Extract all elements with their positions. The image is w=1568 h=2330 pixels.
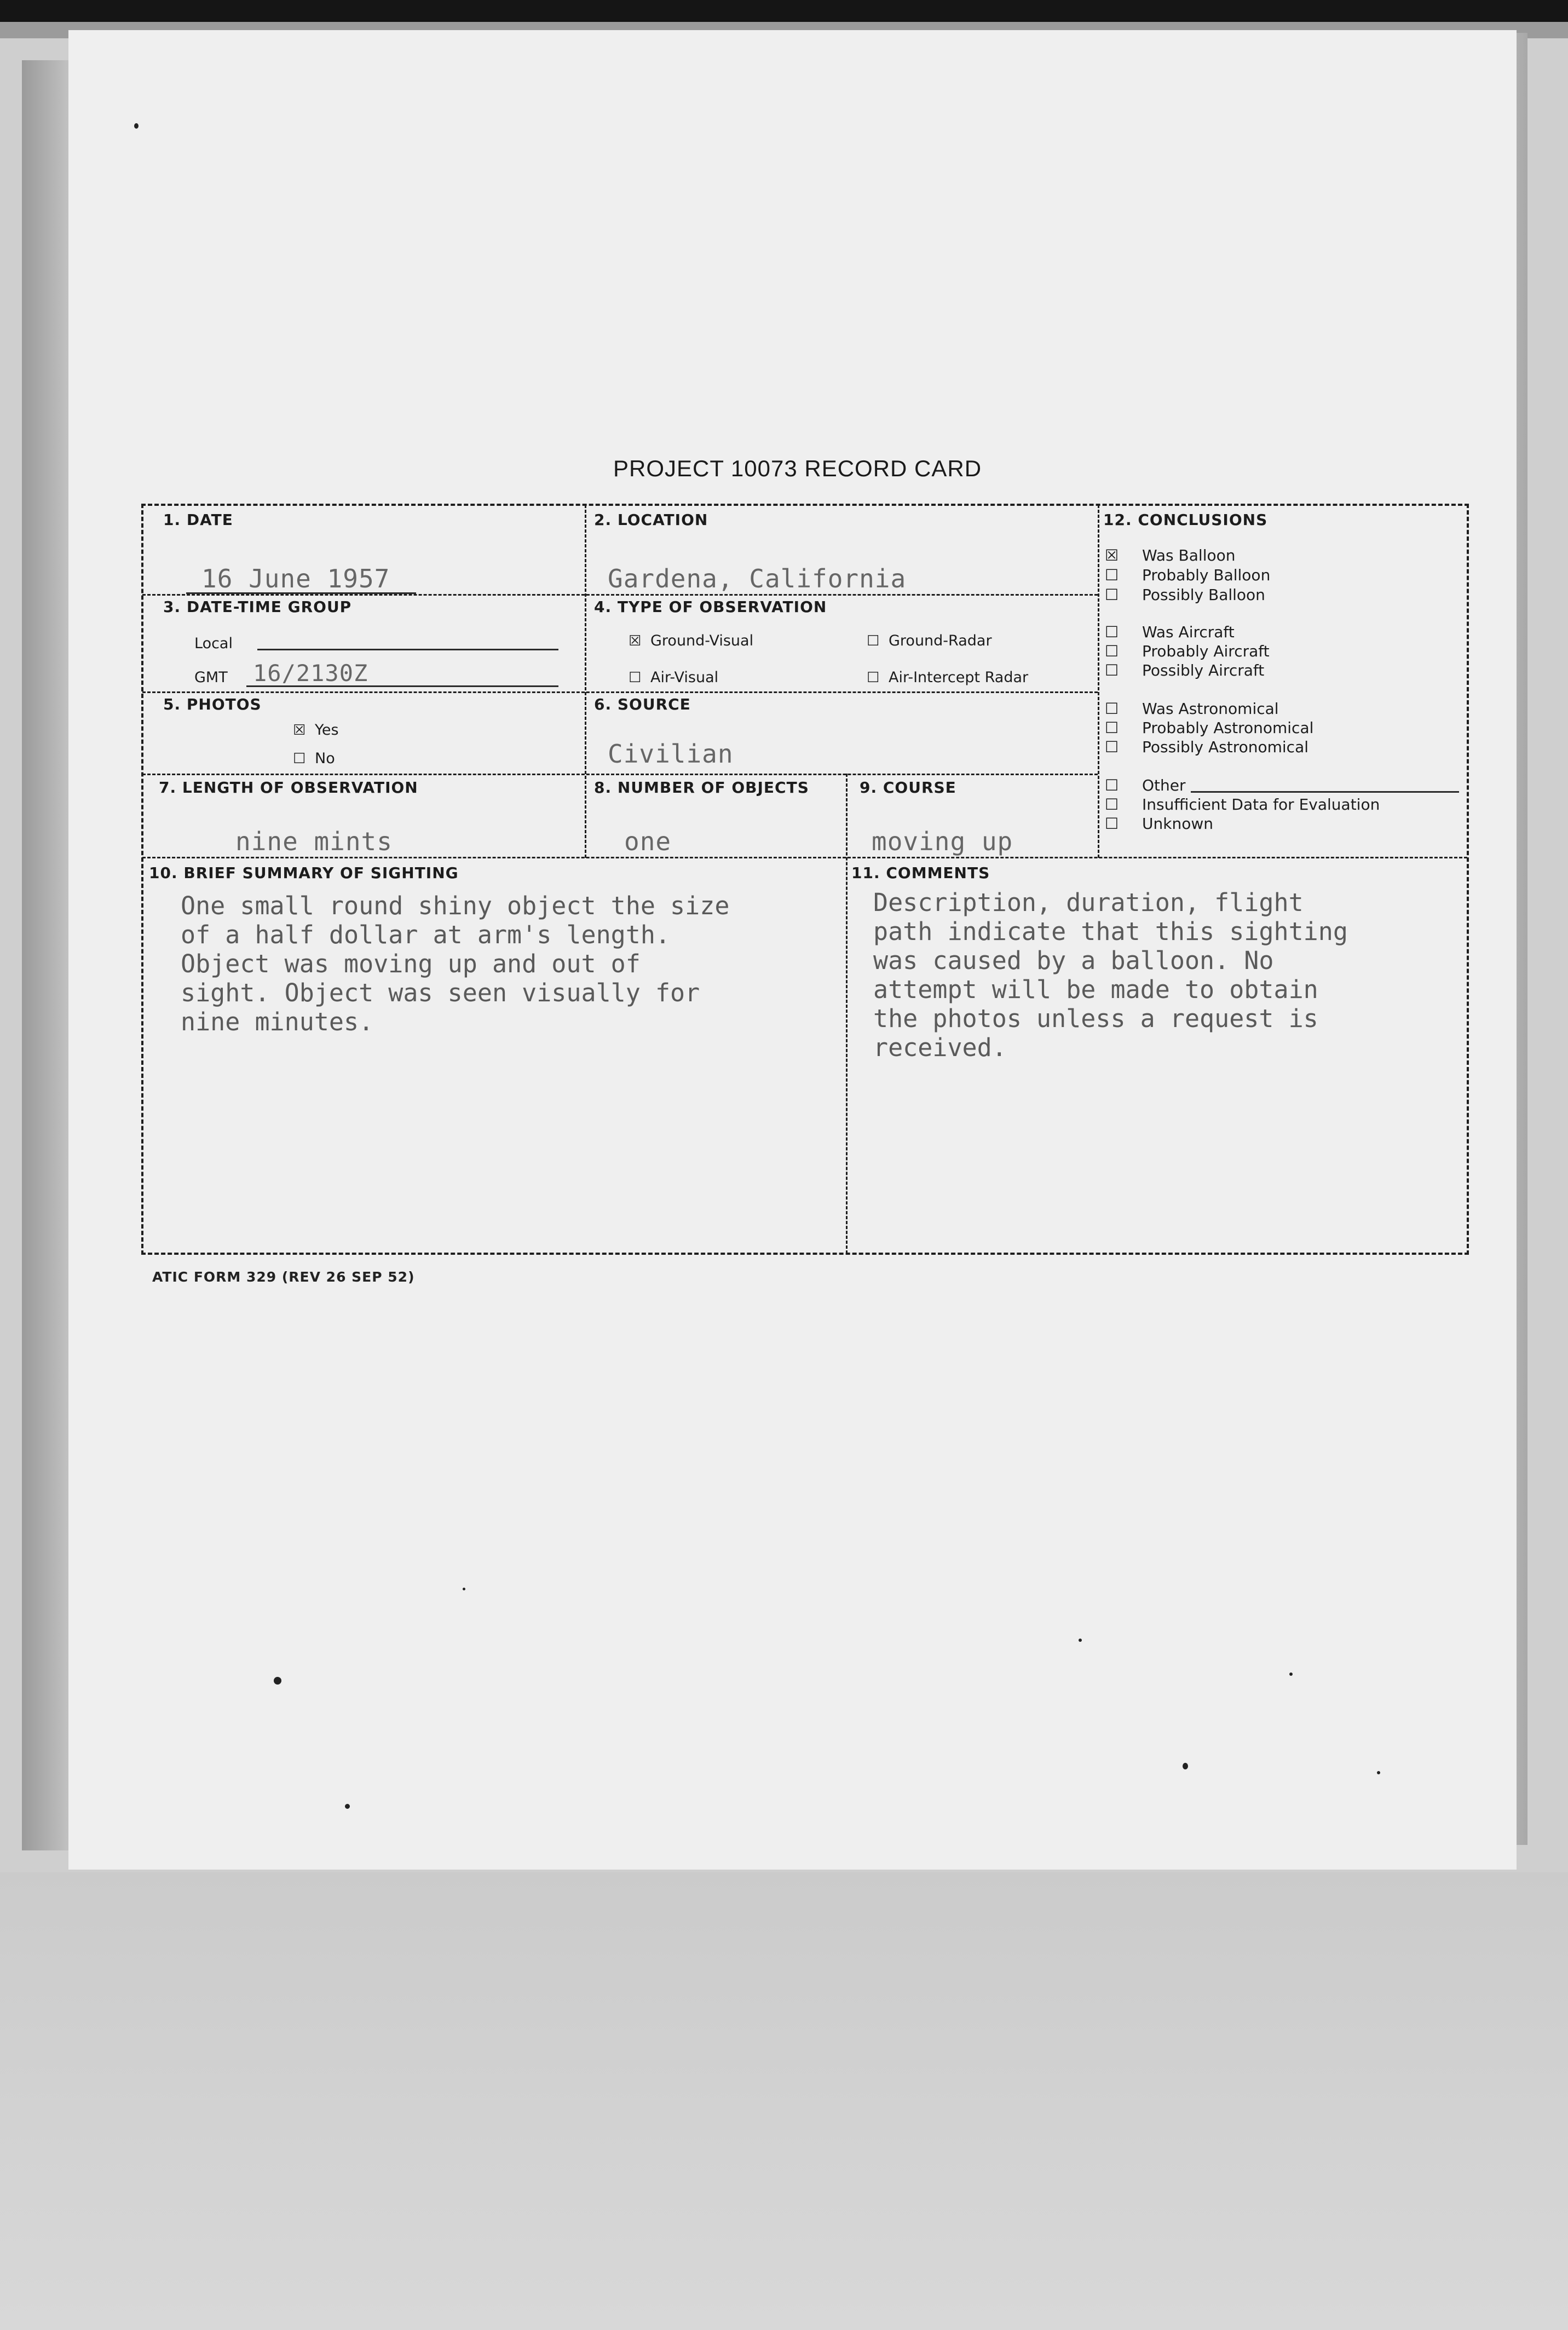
checkbox-icon: ☐ (1105, 623, 1119, 641)
form-number-footer: ATIC FORM 329 (REV 26 SEP 52) (152, 1269, 415, 1285)
gmt-underline (246, 685, 558, 687)
conclusion-was-balloon (1105, 546, 1235, 564)
conclusion-possibly-astronomical (1105, 738, 1308, 756)
dust-speck (1377, 1771, 1380, 1774)
grid-line (585, 505, 586, 858)
checkbox-icon: ☐ (1105, 661, 1119, 679)
photos-yes-text: Yes (315, 722, 339, 739)
length-of-observation-value: nine mints (235, 827, 393, 856)
conclusion-text: Was Balloon (1142, 546, 1236, 564)
air-visual-text: Air-Visual (650, 669, 719, 686)
checkbox-icon: ☐ (1105, 815, 1119, 833)
number-of-objects-label: 8. NUMBER OF OBJECTS (594, 778, 809, 797)
type-of-observation-label: 4. TYPE OF OBSERVATION (594, 598, 827, 616)
local-underline (257, 649, 558, 650)
dust-speck (345, 1804, 350, 1809)
date-underline (186, 592, 416, 594)
local-label: Local (194, 635, 233, 652)
photos-no-option (293, 750, 335, 767)
dust-speck (1289, 1672, 1293, 1676)
grid-line (846, 774, 848, 1254)
grid-line (142, 594, 1098, 596)
photos-label: 5. PHOTOS (163, 695, 262, 713)
source-value: Civilian (608, 739, 734, 769)
summary-label: 10. BRIEF SUMMARY OF SIGHTING (149, 864, 459, 882)
conclusion-unknown (1105, 815, 1213, 833)
course-value: moving up (872, 827, 1013, 856)
checkbox-icon: ☐ (1105, 642, 1119, 660)
ground-radar-text: Ground-Radar (889, 632, 992, 649)
checkbox-icon: ☒ (1105, 546, 1119, 564)
conclusion-text: Was Astronomical (1142, 700, 1279, 718)
date-value: 16 June 1957 (201, 564, 390, 593)
film-top-border (0, 0, 1568, 22)
conclusion-text: Probably Aircraft (1142, 642, 1270, 660)
gmt-value: 16/2130Z (253, 660, 368, 687)
conclusion-text: Was Aircraft (1142, 623, 1235, 641)
conclusion-probably-balloon (1105, 566, 1270, 584)
photos-no-text: No (315, 750, 335, 767)
air-visual-option (629, 669, 718, 686)
other-underline (1191, 791, 1459, 793)
ground-radar-option (867, 632, 992, 649)
course-label: 9. COURSE (860, 778, 956, 797)
conclusion-text: Insufficient Data for Evaluation (1142, 795, 1380, 814)
checkbox-icon: ☐ (1105, 700, 1119, 718)
dust-speck (134, 123, 139, 129)
checkbox-icon: ☐ (1105, 566, 1119, 584)
photos-yes-checkbox-icon: ☒ (293, 722, 306, 739)
grid-line (1098, 505, 1099, 858)
conclusion-was-aircraft (1105, 623, 1235, 641)
gmt-label: GMT (194, 669, 228, 686)
conclusion-probably-astronomical (1105, 719, 1313, 737)
card-title: PROJECT 10073 RECORD CARD (613, 455, 982, 481)
summary-text: One small round shiny object the size of a half dollar at arm's length. Object was moving up and out of sight. Object was seen visually for nine minutes. (181, 891, 730, 1036)
conclusion-probably-aircraft (1105, 642, 1270, 660)
dust-speck (463, 1588, 465, 1590)
photos-yes-option (293, 722, 339, 739)
conclusion-possibly-aircraft (1105, 661, 1264, 679)
grid-line (142, 857, 1467, 858)
dust-speck (274, 1677, 281, 1685)
conclusions-label: 12. CONCLUSIONS (1103, 511, 1268, 529)
grid-line (142, 691, 1098, 693)
ground-visual-option (629, 632, 753, 649)
comments-label: 11. COMMENTS (851, 864, 990, 882)
date-label: 1. DATE (163, 511, 233, 529)
ground-visual-checkbox-icon: ☒ (629, 633, 642, 649)
comments-text: Description, duration, flight path indicate that this sighting was caused by a balloon. No attempt will be made to obtain the photos unless a request is received. (873, 888, 1348, 1062)
number-of-objects-value: one (624, 827, 672, 856)
date-time-group-label: 3. DATE-TIME GROUP (163, 598, 352, 616)
location-label: 2. LOCATION (594, 511, 708, 529)
source-label: 6. SOURCE (594, 695, 691, 713)
conclusion-text: Probably Astronomical (1142, 719, 1314, 737)
length-of-observation-label: 7. LENGTH OF OBSERVATION (159, 778, 418, 797)
location-value: Gardena, California (608, 564, 907, 593)
checkbox-icon: ☐ (1105, 776, 1119, 794)
conclusion-possibly-balloon (1105, 586, 1265, 604)
air-intercept-radar-text: Air-Intercept Radar (889, 669, 1029, 686)
ground-radar-checkbox-icon: ☐ (867, 633, 880, 649)
conclusion-other (1105, 776, 1186, 794)
checkbox-icon: ☐ (1105, 738, 1119, 756)
conclusion-text: Possibly Astronomical (1142, 738, 1309, 756)
checkbox-icon: ☐ (1105, 795, 1119, 814)
conclusion-text: Possibly Balloon (1142, 586, 1265, 604)
conclusion-insufficient-data (1105, 795, 1380, 814)
grid-line (142, 774, 1098, 775)
conclusion-text: Other (1142, 776, 1186, 794)
air-visual-checkbox-icon: ☐ (629, 670, 642, 686)
conclusion-text: Unknown (1142, 815, 1213, 833)
film-lower-area (0, 1872, 1568, 2330)
air-intercept-radar-checkbox-icon: ☐ (867, 670, 880, 686)
conclusion-text: Possibly Aircraft (1142, 661, 1265, 679)
air-intercept-radar-option (867, 669, 1028, 686)
conclusion-was-astronomical (1105, 700, 1279, 718)
checkbox-icon: ☐ (1105, 719, 1119, 737)
photos-no-checkbox-icon: ☐ (293, 751, 306, 767)
conclusion-text: Probably Balloon (1142, 566, 1271, 584)
ground-visual-text: Ground-Visual (650, 632, 754, 649)
dust-speck (1079, 1639, 1082, 1642)
checkbox-icon: ☐ (1105, 586, 1119, 604)
dust-speck (1183, 1763, 1188, 1769)
